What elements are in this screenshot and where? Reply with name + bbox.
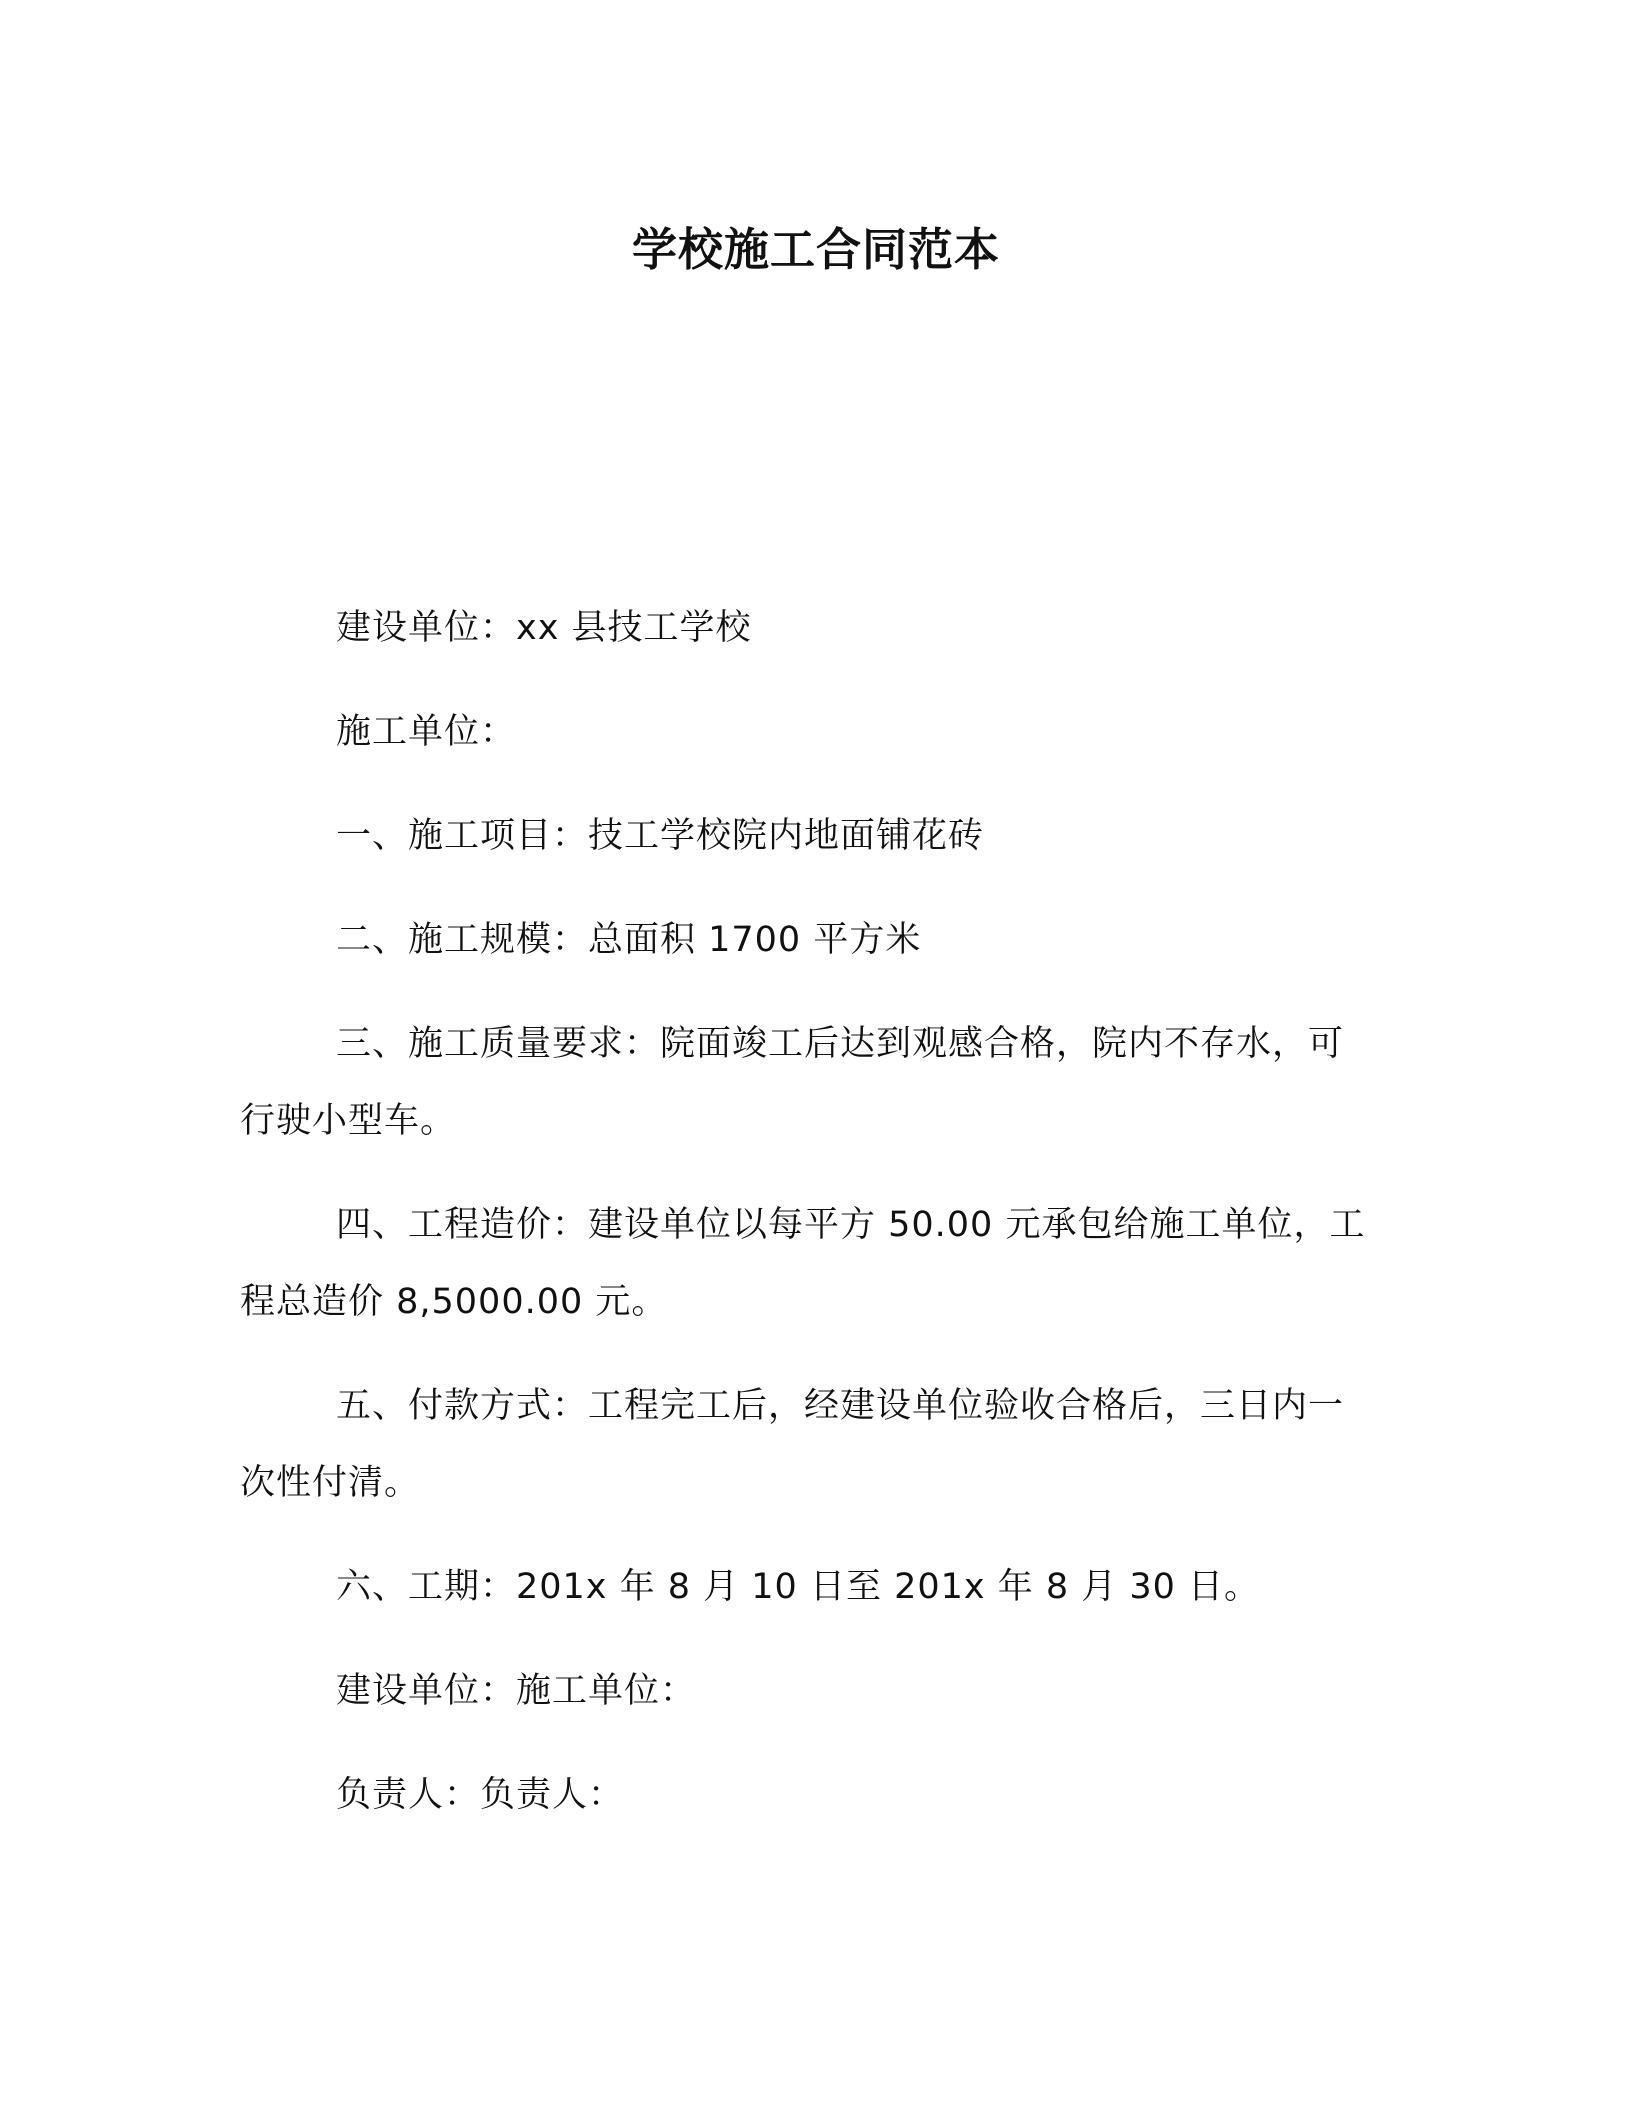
paragraph-quality: 三、施工质量要求：院面竣工后达到观感合格，院内不存水，可行驶小型车。 xyxy=(240,1024,1345,1141)
paragraph-scale: 二、施工规模：总面积 1700 平方米 xyxy=(336,920,922,960)
paragraph-project: 一、施工项目：技工学校院内地面铺花砖 xyxy=(336,816,985,856)
paragraph-cost: 四、工程造价：建设单位以每平方 50.00 元承包给施工单位，工程总造价 8,5000.00 元。 xyxy=(240,1205,1366,1322)
paragraph-duration: 六、工期：201x 年 8 月 10 日至 201x 年 8 月 30 日。 xyxy=(336,1567,1261,1607)
paragraph-signature-persons: 负责人：负责人： xyxy=(336,1775,625,1815)
paragraph-signature-units: 建设单位：施工单位： xyxy=(336,1671,697,1711)
document-title: 学校施工合同范本 xyxy=(631,223,1000,276)
paragraph-contractor: 施工单位： xyxy=(336,712,517,752)
paragraph-employer: 建设单位：xx 县技工学校 xyxy=(336,608,752,648)
paragraph-payment: 五、付款方式：工程完工后，经建设单位验收合格后，三日内一次性付清。 xyxy=(240,1386,1345,1503)
document-body xyxy=(240,590,1375,1861)
